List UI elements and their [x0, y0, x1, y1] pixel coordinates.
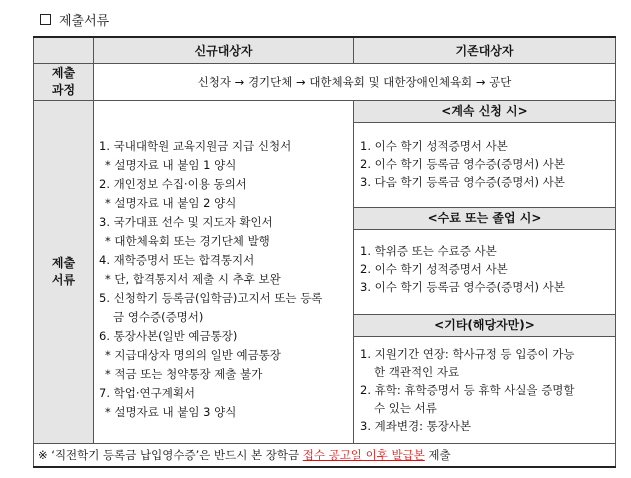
completion-section: [354, 230, 615, 315]
list-item: 수 있는 서류: [374, 401, 437, 415]
list-item: 7. 학업·연구계획서: [99, 386, 196, 400]
list-item: 2. 이수 학기 성적증명서 사본: [360, 262, 508, 276]
continuing-title: <계속 신청 시>: [354, 101, 615, 123]
process-flow: 신청자 → 경기단체 → 대한체육회 및 대한장애인체육회 → 공단: [94, 64, 616, 101]
list-item: 4. 재학증명서 또는 합격통지서: [99, 253, 255, 267]
list-item: * 대한체육회 또는 경기단체 발행: [105, 234, 270, 248]
other-list: [360, 345, 609, 435]
list-item: 3. 이수 학기 등록금 영수증(증명서) 사본: [360, 280, 565, 294]
documents-label-line1: 제출: [51, 256, 76, 270]
completion-title: <수료 또는 졸업 시>: [354, 208, 615, 230]
list-item: 5. 신청학기 등록금(입학금)고지서 또는 등록: [99, 291, 323, 305]
note-suffix: 제출: [424, 448, 451, 462]
note-prefix: ※ ‘직전학기 등록금 납입영수증’은 반드시 본 장학금: [38, 448, 303, 462]
documents-row: [34, 101, 616, 444]
table-header-row: [34, 37, 616, 64]
checkbox-icon: [40, 14, 51, 25]
other-section: [354, 337, 615, 443]
section-title: [40, 9, 109, 29]
list-item: 3. 국가대표 선수 및 지도자 확인서: [99, 215, 273, 229]
header-existing-target: 기존대상자: [354, 37, 616, 64]
list-item: 2. 휴학: 휴학증명서 등 휴학 사실을 증명할: [360, 383, 575, 397]
list-item: 1. 국내대학원 교육지원금 지급 신청서: [99, 139, 292, 153]
new-documents-list: [99, 137, 347, 422]
header-blank: [34, 37, 94, 64]
note-highlight: 접수 공고일 이후 발급본: [302, 448, 425, 462]
list-item: 1. 이수 학기 성적증명서 사본: [360, 139, 508, 153]
list-item: 2. 개인정보 수집·이용 동의서: [99, 177, 247, 191]
list-item: * 단, 합격통지서 제출 시 추후 보완: [105, 272, 281, 286]
documents-label-line2: 서류: [51, 273, 76, 287]
list-item: 한 객관적인 자료: [374, 365, 460, 379]
note-row: [34, 444, 616, 468]
process-label-line2: 과정: [51, 83, 76, 97]
process-row: [34, 64, 616, 101]
list-item: 3. 계좌변경: 통장사본: [360, 419, 472, 433]
process-label: [34, 64, 94, 101]
completion-list: [360, 242, 609, 296]
process-label-line1: 제출: [51, 66, 76, 80]
list-item: 6. 통장사본(일반 예금통장): [99, 329, 238, 343]
existing-target-documents: [354, 101, 616, 444]
list-item: * 적금 또는 청약통장 제출 불가: [105, 367, 263, 381]
continuing-section: [354, 123, 615, 208]
list-item: * 지급대상자 명의의 일반 예금통장: [105, 348, 281, 362]
continuing-list: [360, 137, 609, 191]
documents-table: [33, 36, 616, 468]
documents-label: [34, 101, 94, 444]
list-item: 2. 이수 학기 등록금 영수증(증명서) 사본: [360, 157, 565, 171]
list-item: * 설명자료 내 붙임 2 양식: [105, 196, 237, 210]
note: [34, 444, 616, 468]
list-item: * 설명자료 내 붙임 3 양식: [105, 405, 237, 419]
header-new-target: 신규대상자: [94, 37, 354, 64]
new-target-documents: [94, 101, 354, 444]
list-item: 1. 학위증 또는 수료증 사본: [360, 244, 497, 258]
section-title-text: 제출서류: [59, 13, 110, 29]
list-item: 금 영수증(증명서): [113, 310, 204, 324]
list-item: 3. 다음 학기 등록금 영수증(증명서) 사본: [360, 175, 565, 189]
other-title: <기타(해당자만)>: [354, 315, 615, 337]
list-item: * 설명자료 내 붙임 1 양식: [105, 158, 237, 172]
list-item: 1. 지원기간 연장: 학사규정 등 입증이 가능: [360, 347, 575, 361]
